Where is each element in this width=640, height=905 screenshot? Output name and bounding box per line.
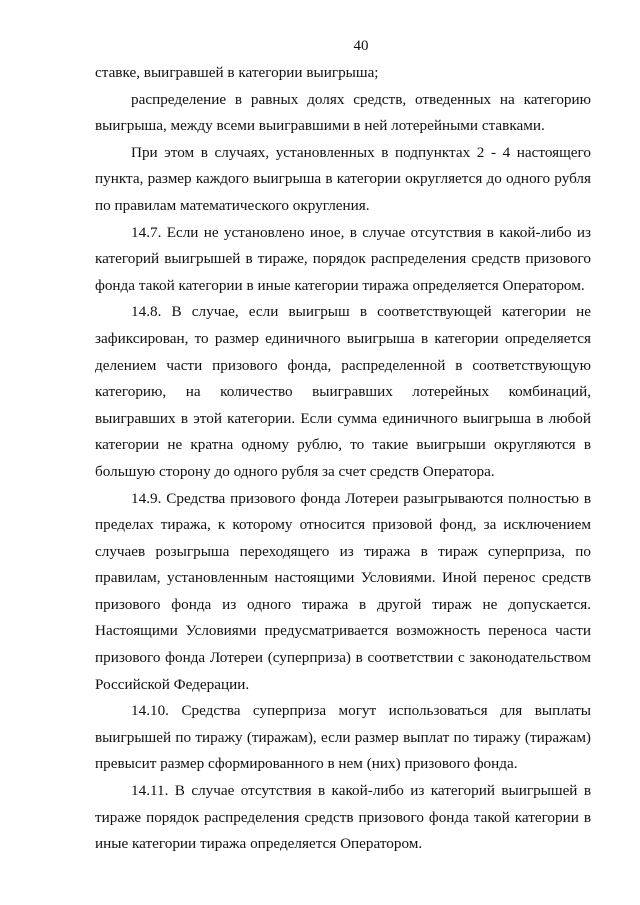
paragraph-14-9: 14.9. Средства призового фонда Лотереи разыгрываются полностью в пределах тиража, к которому относится призовой фонд, за исключением случаев розыгрыша переходящего из тиража в тираж суперприза, по правилам, установленным настоящими Условиями. Иной перенос средств призового фонда из одного тиража в другой тираж не допускается. Настоящими Условиями предусматривается возможность переноса части призового фонда Лотереи (суперприза) в соответствии с законодательством Российской Федерации.	[95, 489, 591, 693]
paragraph-rounding: При этом в случаях, установленных в подпунктах 2 - 4 настоящего пункта, размер каждого выигрыша в категории округляется до одного рубля по правилам математического округления.	[95, 143, 591, 214]
document-body	[95, 60, 591, 858]
paragraph-14-7: 14.7. Если не установлено иное, в случае отсутствия в какой-либо из категорий выигрышей в тираже, порядок распределения средств призового фонда такой категории в иные категории тиража определяется Оператором.	[95, 223, 591, 294]
page-number: 40	[353, 38, 369, 54]
paragraph-14-11: 14.11. В случае отсутствия в какой-либо из категорий выигрышей в тираже порядок распределения средств призового фонда такой категории в иные категории тиража определяется Оператором.	[95, 782, 591, 853]
paragraph-14-10: 14.10. Средства суперприза могут использоваться для выплаты выигрышей по тиражу (тиражам), если размер выплат по тиражу (тиражам) превысит размер сформированного в нем (них) призового фонда.	[95, 702, 591, 773]
paragraph-14-8: 14.8. В случае, если выигрыш в соответствующей категории не зафиксирован, то размер единичного выигрыша в категории определяется делением части призового фонда, распределенной в соответствующую категорию, на количество выигравших лотерейных комбинаций, выигравших в этой категории. Если сумма единичного выигрыша в любой категории не кратна одному рублю, то такие выигрыши округляются в большую сторону до одного рубля за счет средств Оператора.	[95, 303, 591, 480]
paragraph-distribution: распределение в равных долях средств, отведенных на категорию выигрыша, между всеми выигравшими в ней лотерейными ставками.	[95, 90, 591, 135]
paragraph-continuation: ставке, выигравшей в категории выигрыша;	[95, 64, 379, 81]
